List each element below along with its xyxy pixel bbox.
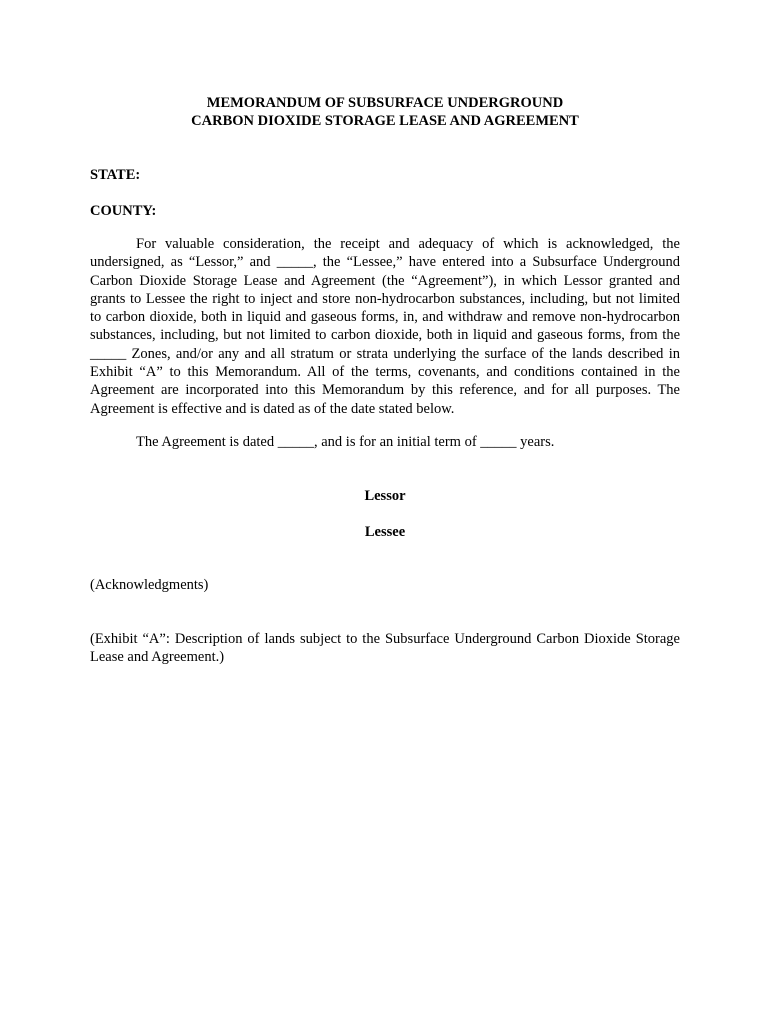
- document-title-line-2: CARBON DIOXIDE STORAGE LEASE AND AGREEMENT: [191, 113, 579, 129]
- exhibit-note: (Exhibit “A”: Description of lands subject to the Subsurface Underground Carbon Dioxide Storage Lease and Agreement.): [90, 631, 680, 666]
- document-title-line-1: MEMORANDUM OF SUBSURFACE UNDERGROUND: [206, 95, 564, 111]
- body-paragraph: For valuable consideration, the receipt and adequacy of which is acknowledged, the undersigned, as “Lessor,” and _____, the “Lessee,” have entered into a Subsurface Underground Carbon Dioxide Storage Lease and Agreement (the “Agreement”), in which Lessor granted and grants to Lessee the right to inject and store non-hydrocarbon substances, including, but not limited to carbon dioxide, both in liquid and gaseous forms, in, and withdraw and remove non-hydrocarbon substances, including, but not limited to carbon dioxide, both in liquid and gaseous forms, from the _____ Zones, and/or any and all stratum or strata underlying the surface of the lands described in Exhibit “A” to this Memorandum. All of the terms, covenants, and conditions contained in the Agreement are incorporated into this Memorandum by this reference, and for all purposes. The Agreement is effective and is dated as of the date stated below.: [90, 236, 680, 417]
- county-label: COUNTY:: [90, 203, 157, 219]
- lessor-label: Lessor: [364, 488, 406, 504]
- acknowledgments-note: (Acknowledgments): [90, 577, 209, 593]
- state-label: STATE:: [90, 167, 141, 183]
- lessee-label: Lessee: [364, 524, 406, 540]
- agreement-date-line: The Agreement is dated _____, and is for an initial term of _____ years.: [136, 434, 555, 450]
